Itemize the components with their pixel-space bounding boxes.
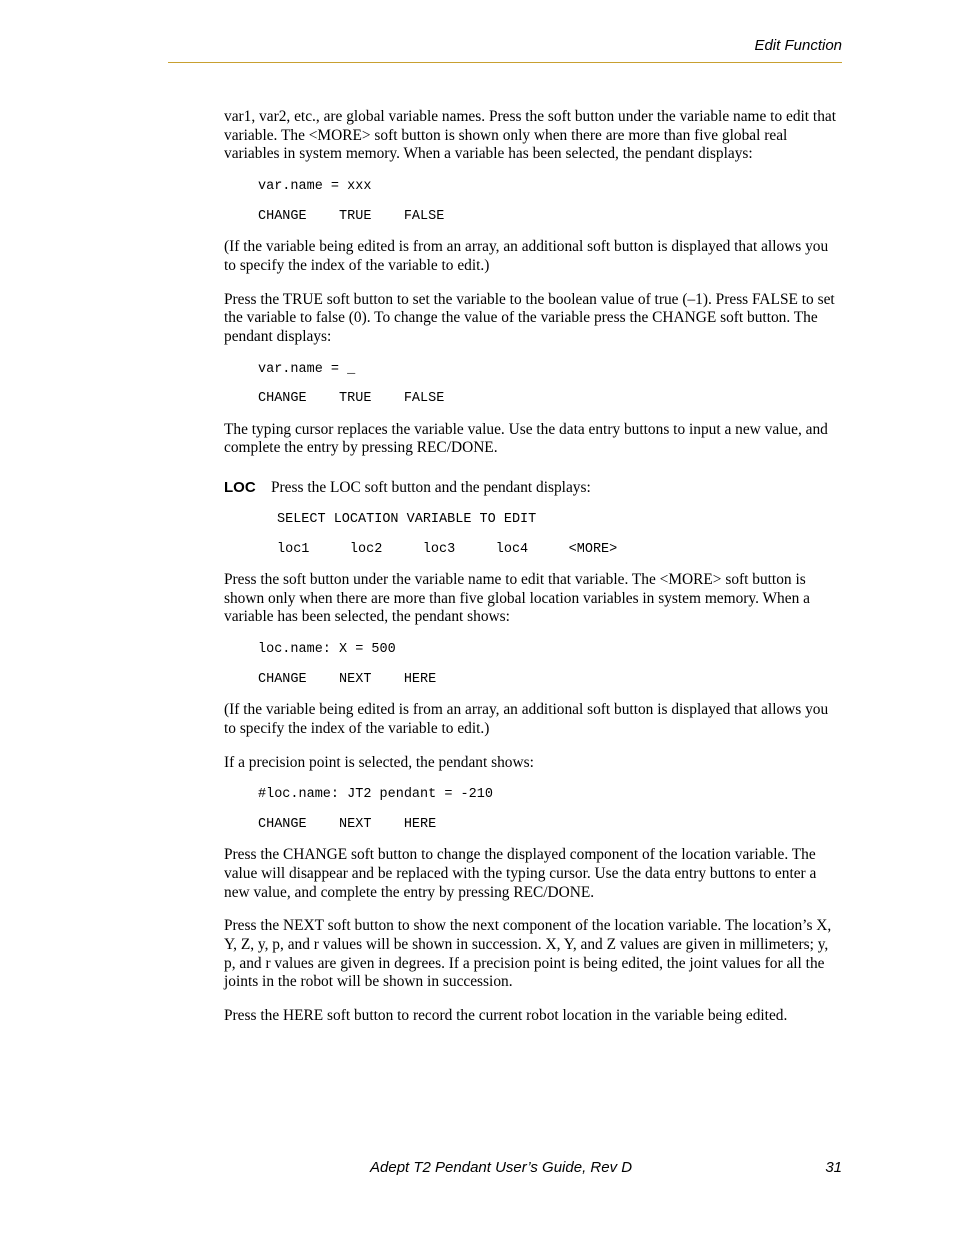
pendant-display-line: SELECT LOCATION VARIABLE TO EDIT (277, 512, 537, 528)
paragraph: Press the TRUE soft button to set the variable to the boolean value of true (–1). Press FALSE to set the variable to false (0). To change the value of the variable press the CHANGE soft button. The pendant displays: (224, 290, 835, 345)
paragraph: var1, var2, etc., are global variable names. Press the soft button under the variable name to edit that variable. The <MORE> soft button is shown only when there are more than five global real variables in system memory. When a variable has been selected, the pendant displays: (224, 108, 836, 163)
pendant-display-line: #loc.name: JT2 pendant = -210 (258, 787, 493, 803)
pendant-softkey-line: CHANGE TRUE FALSE (258, 208, 445, 224)
pendant-softkey-line: CHANGE NEXT HERE (258, 816, 437, 832)
paragraph: Press the soft button under the variable name to edit that variable. The <MORE> soft button is shown only when there are more than five global location variables in system memory. When a variable has been selected, the pendant shows: (224, 571, 810, 626)
paragraph: Press the CHANGE soft button to change the displayed component of the location variable. The value will disappear and be replaced with the typing cursor. Use the data entry buttons to enter a new value, and complete the entry by pressing REC/DONE. (224, 846, 817, 901)
running-header: Edit Function (754, 37, 842, 54)
paragraph: (If the variable being edited is from an array, an additional soft button is displayed that allows you to specify the index of the variable to edit.) (224, 701, 829, 737)
header-rule (168, 62, 842, 63)
loc-section-text: Press the LOC soft button and the pendant displays: (271, 479, 591, 497)
page-body (224, 108, 842, 1041)
pendant-display-line: var.name = _ (258, 361, 356, 377)
paragraph: The typing cursor replaces the variable value. Use the data entry buttons to input a new value, and complete the entry by pressing REC/DONE. (224, 420, 828, 457)
footer-title: Adept T2 Pendant User’s Guide, Rev D (370, 1159, 633, 1176)
paragraph: Press the HERE soft button to record the current robot location in the variable being edited. (224, 1007, 788, 1025)
pendant-softkey-line: loc1 loc2 loc3 loc4 <MORE> (277, 541, 618, 557)
pendant-display-line: loc.name: X = 500 (258, 642, 396, 658)
pendant-display-line: var.name = xxx (258, 179, 372, 195)
paragraph: (If the variable being edited is from an array, an additional soft button is displayed that allows you to specify the index of the variable to edit.) (224, 238, 829, 274)
pendant-softkey-line: CHANGE TRUE FALSE (258, 391, 445, 407)
loc-section-row (224, 479, 842, 497)
page-number: 31 (825, 1159, 842, 1176)
paragraph: Press the NEXT soft button to show the next component of the location variable. The location’s X, Y, Z, y, p, and r values will be shown in succession. X, Y, and Z values are given in millimeters; y, p, and r values are given in degrees. If a precision point is being edited, the joint values for all the joints in the robot will be shown in succession. (224, 917, 832, 991)
paragraph: If a precision point is selected, the pendant shows: (224, 753, 534, 771)
pendant-softkey-line: CHANGE NEXT HERE (258, 671, 437, 687)
loc-section-label: LOC (224, 479, 256, 497)
